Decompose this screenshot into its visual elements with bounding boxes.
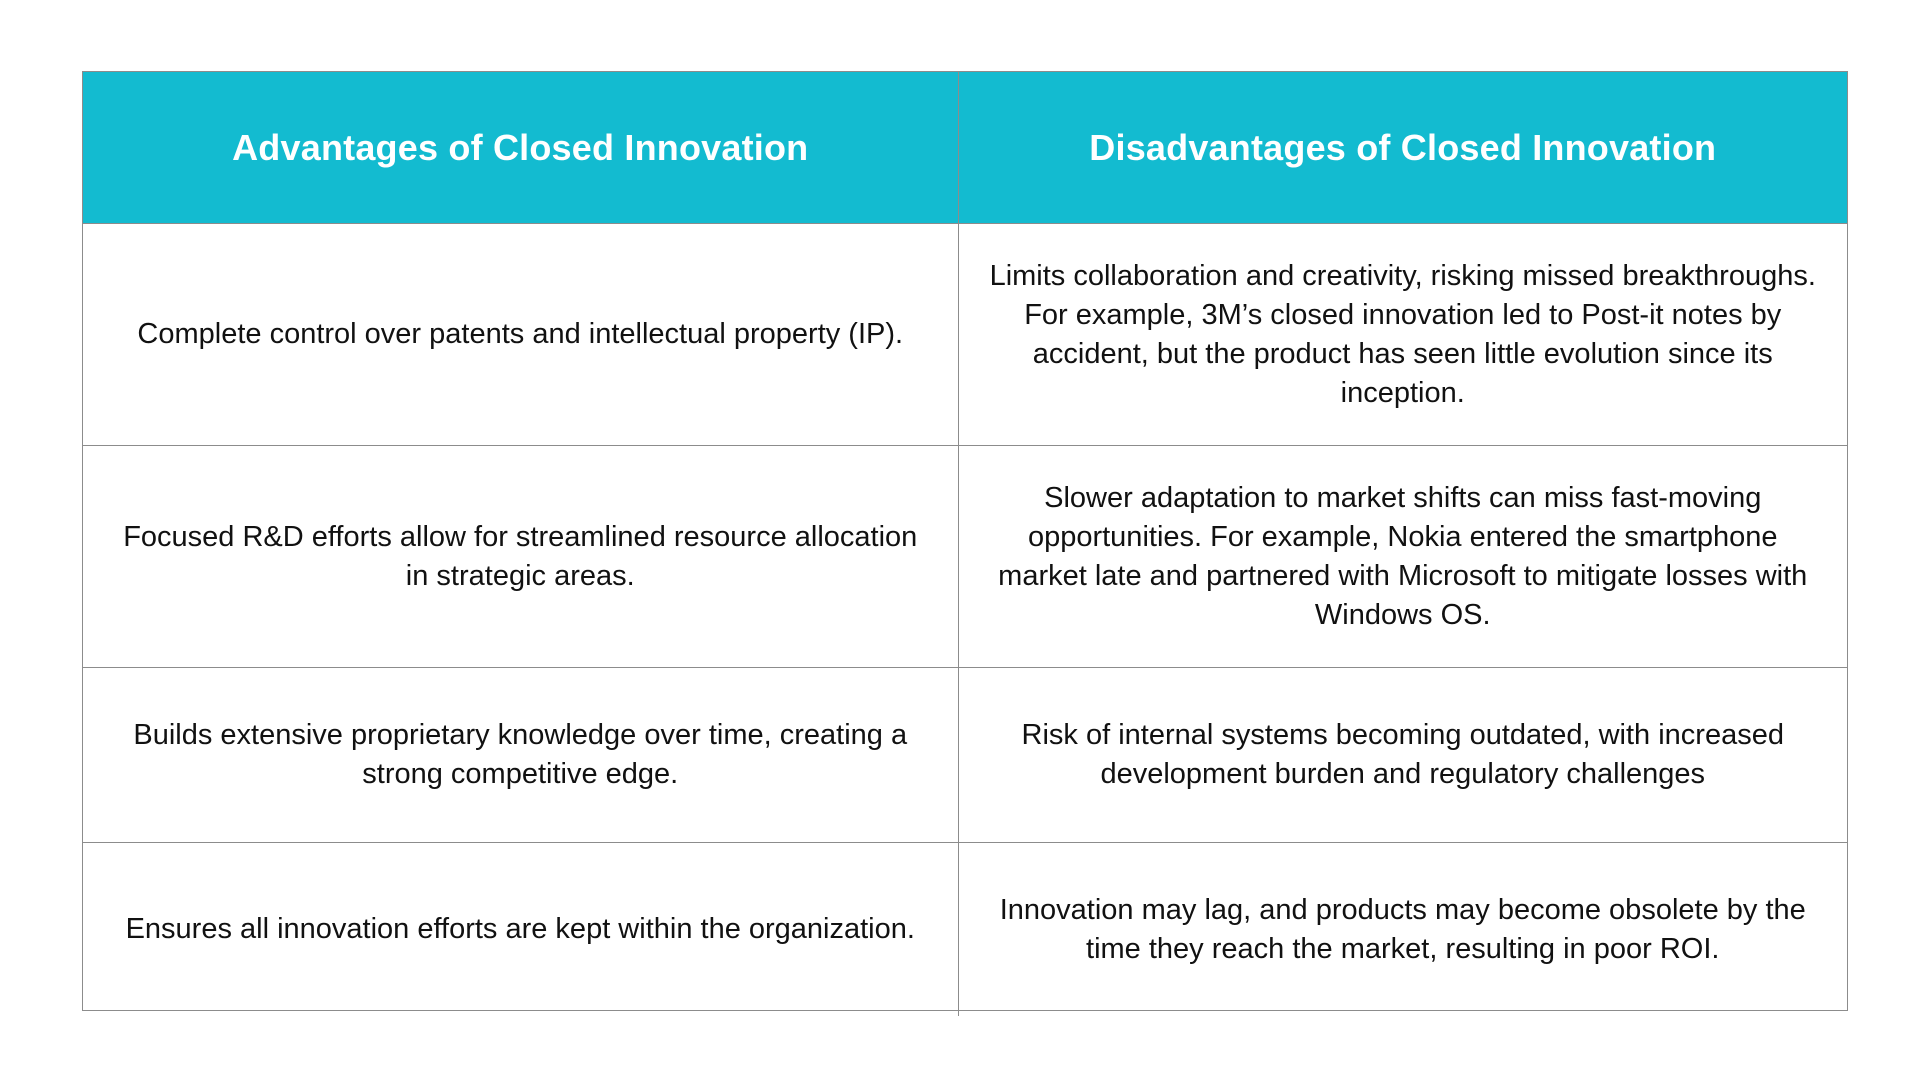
table-body xyxy=(83,224,1847,1017)
advantage-cell: Builds extensive proprietary knowledge over time, creating a strong competitive edge. xyxy=(83,668,958,843)
header-disadvantages: Disadvantages of Closed Innovation xyxy=(958,72,1847,224)
disadvantage-cell: Risk of internal systems becoming outdated, with increased development burden and regulatory challenges xyxy=(958,668,1847,843)
disadvantage-cell: Limits collaboration and creativity, risking missed breakthroughs. For example, 3M’s closed innovation led to Post-it notes by accident, but the product has seen little evolution since its inception. xyxy=(958,224,1847,446)
table-header xyxy=(83,72,1847,224)
table-row xyxy=(83,224,1847,446)
disadvantage-cell: Innovation may lag, and products may become obsolete by the time they reach the market, resulting in poor ROI. xyxy=(999,893,1806,965)
advantage-cell: Focused R&D efforts allow for streamlined resource allocation in strategic areas. xyxy=(83,446,958,668)
advantage-cell: Ensures all innovation efforts are kept within the organization. xyxy=(83,843,958,1017)
table-row xyxy=(83,843,1847,1017)
disadvantage-cell: Slower adaptation to market shifts can miss fast-moving opportunities. For example, Nokia entered the smartphone market late and partnered with Microsoft to mitigate losses with Windows OS. xyxy=(958,446,1847,668)
table-row xyxy=(83,668,1847,843)
comparison-table xyxy=(83,72,1847,1016)
advantage-cell: Complete control over patents and intellectual property (IP). xyxy=(83,224,958,446)
header-advantages: Advantages of Closed Innovation xyxy=(83,72,958,224)
comparison-table-container xyxy=(82,71,1848,1011)
table-row xyxy=(83,446,1847,668)
header-row xyxy=(83,72,1847,224)
